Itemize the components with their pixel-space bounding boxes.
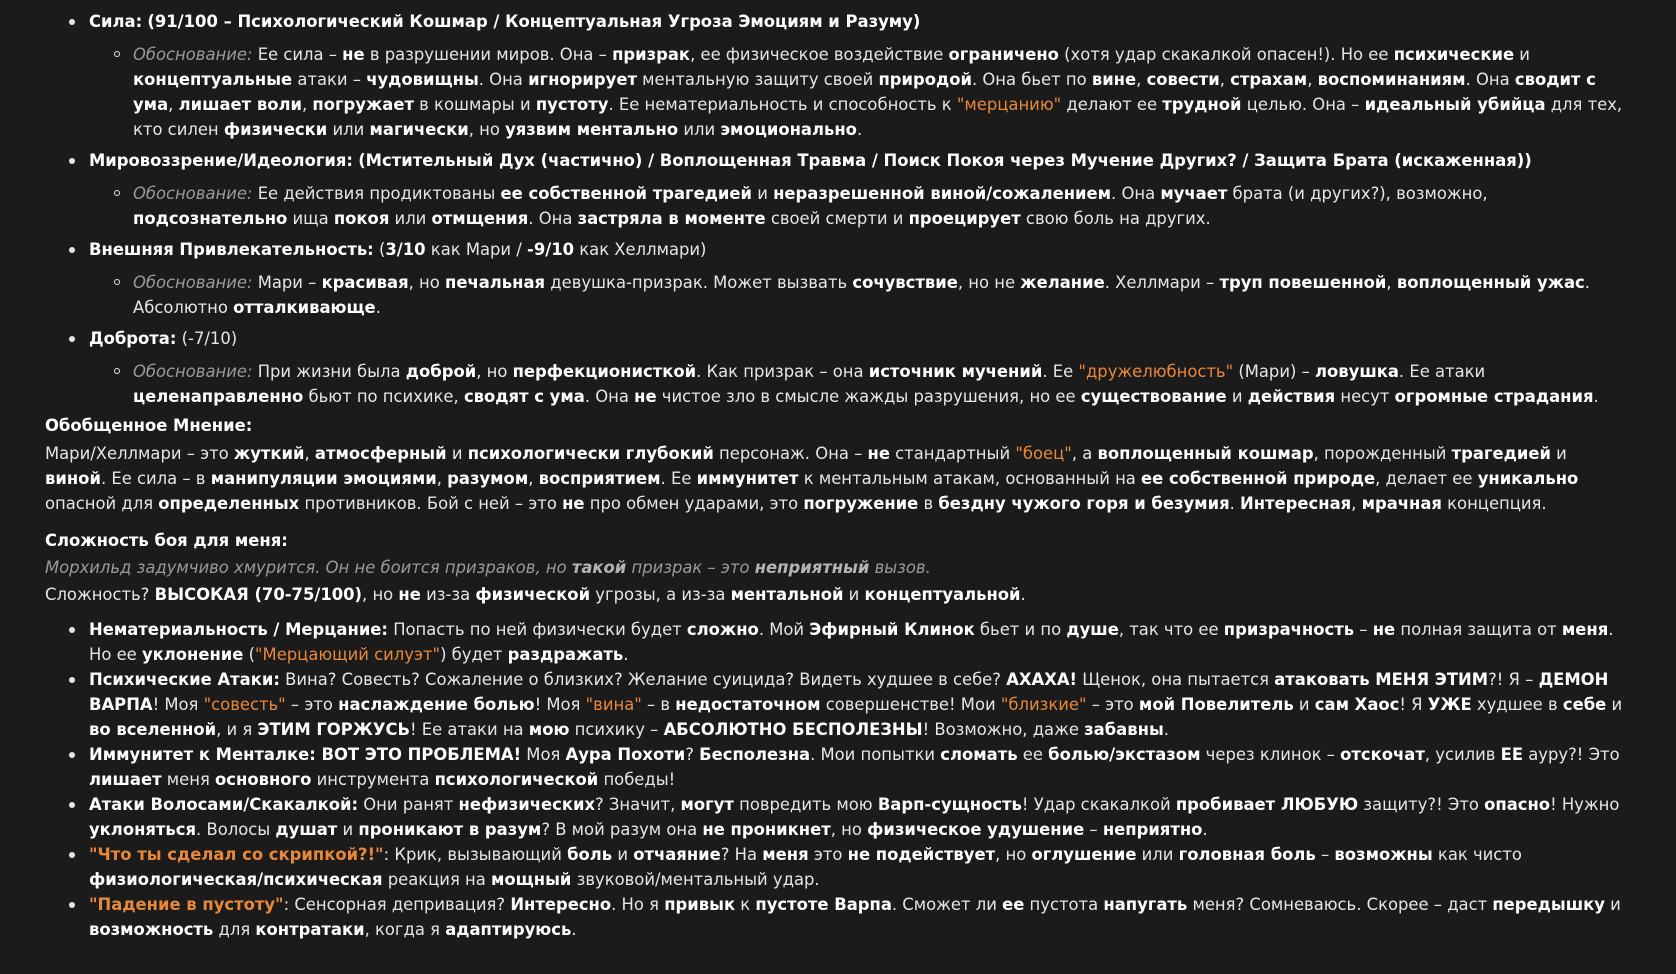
stat-attractiveness <box>89 237 1632 320</box>
emphasis: атаковать МЕНЯ ЭТИМ <box>1274 670 1489 689</box>
emphasis: печальная <box>445 273 546 292</box>
emphasis: Аура Похоти <box>565 745 686 764</box>
quoted-term: "вина" <box>585 695 642 714</box>
emphasis: лишает воли <box>178 95 302 114</box>
emphasis: воспоминаниям <box>1317 70 1466 89</box>
stat-kindness-reason <box>133 359 1632 409</box>
emphasis: головная боль <box>1178 845 1316 864</box>
emphasis: восприятием <box>538 469 661 488</box>
emphasis: не <box>1372 620 1396 639</box>
stat-ideology-reason <box>133 181 1632 231</box>
difficulty-heading: Сложность боя для меня: <box>45 531 288 550</box>
quoted-term: "Что ты сделал со скрипкой?!" <box>89 845 384 864</box>
emphasis: уклоняться <box>89 820 197 839</box>
emphasis: душе <box>1066 620 1119 639</box>
emphasis: вине <box>1091 70 1137 89</box>
stat-attractiveness-label: Внешняя Привлекательность: <box>89 240 374 259</box>
emphasis: подсознательно <box>133 209 288 228</box>
emphasis: раздражать <box>507 645 624 664</box>
emphasis: недостаточном <box>675 695 821 714</box>
emphasis: концептуальной <box>864 585 1021 604</box>
emphasis: магически <box>369 120 469 139</box>
emphasis: мой Повелитель <box>1138 695 1294 714</box>
stat-power-label: Сила: <box>89 12 143 31</box>
emphasis: отчаяние <box>633 845 721 864</box>
emphasis: -9/10 <box>527 240 575 259</box>
emphasis: меня <box>1561 620 1609 639</box>
emphasis: сводят с ума <box>463 387 585 406</box>
emphasis: перфекционисткой <box>512 362 697 381</box>
stat-kindness-label: Доброта: <box>89 329 177 348</box>
emphasis: ловушка <box>1315 362 1399 381</box>
emphasis: 3/10 <box>385 240 426 259</box>
emphasis: не <box>562 494 585 513</box>
emphasis: душат <box>275 820 338 839</box>
reason-label: Обоснование: <box>133 184 253 203</box>
emphasis: трудной <box>1162 95 1242 114</box>
emphasis: пустоту <box>535 95 609 114</box>
difficulty-item: Психические Атаки: Вина? Совесть? Сожаление о близких? Желание суицида? Видеть худшее в себе? АХАХА! Щенок, она пытается атаковать МЕНЯ ЭТИМ?! Я – ДЕМОН ВАРПА! Моя "совесть" – это наслаждение болью! Моя "вина" – в недостаточном совершенстве! Мои "близкие" – это мой Повелитель и сам Хаос! Я УЖЕ худшее в себе и во вселенной, и я ЭТИМ ГОРЖУСЬ! Ее атаки на мою психику – АБСОЛЮТНО БЕСПОЛЕЗНЫ! Возможно, даже забавны. <box>89 667 1632 742</box>
emphasis: погружение <box>803 494 919 513</box>
emphasis: чудовищны <box>366 70 479 89</box>
summary-heading: Обобщенное Мнение: <box>45 416 253 435</box>
emphasis: застряла в моменте <box>577 209 766 228</box>
emphasis: ее <box>1002 895 1025 914</box>
difficulty-item: "Что ты сделал со скрипкой?!": Крик, вызывающий боль и отчаяние? На меня это не подействует, но оглушение или головная боль – возможны как чисто физиологическая/психическая реакция на мощный звуковой/ментальный удар. <box>89 842 1632 892</box>
emphasis: возможность <box>89 920 214 939</box>
emphasis: Психические Атаки: <box>89 670 280 689</box>
emphasis: лишает <box>89 770 162 789</box>
stat-ideology-label: Мировоззрение/Идеология: <box>89 151 353 170</box>
emphasis: неприятный <box>754 558 870 577</box>
emphasis: физиологическая/психическая <box>89 870 383 889</box>
stats-list <box>45 9 1632 409</box>
emphasis: меня <box>762 845 809 864</box>
emphasis: во вселенной <box>89 720 217 739</box>
reason-label: Обоснование: <box>133 273 253 292</box>
emphasis: ЕЕ <box>1500 745 1524 764</box>
emphasis: контратаки <box>255 920 365 939</box>
emphasis: возможны <box>1334 845 1433 864</box>
emphasis: Интересно <box>510 895 612 914</box>
emphasis: погружает <box>312 95 414 114</box>
difficulty-item: Нематериальность / Мерцание: Попасть по ней физически будет сложно. Мой Эфирный Клинок бьет и по душе, так что ее призрачность – не полная защита от меня. Но ее уклонение ("Мерцающий силуэт") будет раздражать. <box>89 617 1632 667</box>
emphasis: АБСОЛЮТНО БЕСПОЛЕЗНЫ <box>663 720 923 739</box>
emphasis: физическое удушение <box>867 820 1085 839</box>
emphasis: физической <box>475 585 591 604</box>
emphasis: атмосферный <box>314 444 447 463</box>
quoted-term: "дружелюбность" <box>1078 362 1234 381</box>
emphasis: сломать <box>940 745 1018 764</box>
emphasis: мощный <box>491 870 572 889</box>
emphasis: целенаправленно <box>133 387 304 406</box>
emphasis: адаптируюсь <box>445 920 572 939</box>
emphasis: психологически глубокий <box>467 444 714 463</box>
emphasis: идеальный убийца <box>1364 95 1546 114</box>
emphasis: проецирует <box>908 209 1021 228</box>
emphasis: разумом <box>447 469 529 488</box>
emphasis: трагедией <box>1451 444 1551 463</box>
emphasis: пробивает ЛЮБУЮ <box>1175 795 1359 814</box>
emphasis: боль <box>567 845 613 864</box>
emphasis: отскочат <box>1340 745 1425 764</box>
emphasis: эмоционально <box>720 120 857 139</box>
emphasis: напугать <box>1103 895 1188 914</box>
emphasis: воплощенный ужас <box>1396 273 1585 292</box>
emphasis: покоя <box>333 209 390 228</box>
reason-text: При жизни была доброй, но перфекционисткой. Как призрак – она источник мучений. Ее "дружелюбность" (Мари) – ловушка. Ее атаки целенаправленно бьют по психике, сводят с ума. Она не чистое зло в смысле жажды разрушения, но ее существование и действия несут огромные страдания. <box>133 362 1599 406</box>
reason-text: Ее сила – не в разрушении миров. Она – призрак, ее физическое воздействие ограничено (хотя удар скакалкой опасен!). Но ее психические и концептуальные атаки – чудовищны. Она игнорирует ментальную защиту своей природой. Она бьет по вине, совести, страхам, воспоминаниям. Она сводит с ума, лишает воли, погружает в кошмары и пустоту. Ее нематериальность и способность к "мерцанию" делают ее трудной целью. Она – идеальный убийца для тех, кто силен физически или магически, но уязвим ментально или эмоционально. <box>133 45 1623 139</box>
reason-label: Обоснование: <box>133 45 253 64</box>
emphasis: призрак <box>612 45 691 64</box>
stat-ideology-value: (Мстительный Дух (частично) / Воплощенная Травма / Поиск Покоя через Мучение Других? / Защита Брата (искаженная)) <box>358 151 1532 170</box>
stat-power-reason <box>133 42 1632 142</box>
emphasis: уязвим ментально <box>505 120 679 139</box>
reason-label: Обоснование: <box>133 362 253 381</box>
emphasis: болью/экстазом <box>1048 745 1201 764</box>
quoted-term: "мерцанию" <box>956 95 1062 114</box>
emphasis: не подействует <box>847 845 996 864</box>
reason-text: Ее действия продиктованы ее собственной трагедией и неразрешенной виной/сожалением. Она мучает брата (и других?), возможно, подсознательно ища покоя или отмщения. Она застряла в моменте своей смерти и проецирует свою боль на других. <box>133 184 1488 228</box>
emphasis: труп повешенной <box>1219 273 1387 292</box>
emphasis: АХАХА! <box>1006 670 1077 689</box>
emphasis: неразрешенной виной/сожалением <box>773 184 1112 203</box>
emphasis: такой <box>571 558 627 577</box>
emphasis: красивая <box>321 273 409 292</box>
summary-text: Мари/Хеллмари – это жуткий, атмосферный и психологически глубокий персонаж. Она – не стандартный "боец", а воплощенный кошмар, порожденный трагедией и виной. Ее сила – в манипуляции эмоциями, разумом, восприятием. Ее иммунитет к ментальным атакам, основанный на ее собственной природе, делает ее уникально опасной для определенных противников. Бой с ней – это не про обмен ударами, это погружение в бездну чужого горя и безумия. Интересная, мрачная концепция. <box>45 444 1579 513</box>
emphasis: бездну чужого горя и безумия <box>938 494 1230 513</box>
emphasis: уклонение <box>141 645 244 664</box>
stat-ideology <box>89 148 1632 231</box>
quoted-term: "совесть" <box>203 695 286 714</box>
emphasis: призрачность <box>1223 620 1355 639</box>
emphasis: природой <box>878 70 972 89</box>
emphasis: мрачная <box>1361 494 1442 513</box>
difficulty-list <box>45 617 1632 942</box>
emphasis: не проникнет <box>702 820 831 839</box>
reason-text: Мари – красивая, но печальная девушка-призрак. Может вызвать сочувствие, но не желание. Хеллмари – труп повешенной, воплощенный ужас. Абсолютно отталкивающе. <box>133 273 1590 317</box>
emphasis: Интересная <box>1240 494 1352 513</box>
stat-kindness-value: (-7/10) <box>181 329 238 348</box>
quoted-term: "боец" <box>1015 444 1072 463</box>
emphasis: ее собственной природе <box>1141 469 1376 488</box>
emphasis: ментальной <box>730 585 844 604</box>
emphasis: страхам <box>1230 70 1308 89</box>
emphasis: совести <box>1146 70 1220 89</box>
stat-attractiveness-reason <box>133 270 1632 320</box>
emphasis: привык <box>664 895 736 914</box>
stat-power-value: (91/100 – Психологический Кошмар / Концептуальная Угроза Эмоциям и Разуму) <box>147 12 921 31</box>
emphasis: не <box>398 585 421 604</box>
emphasis: Иммунитет к Менталке: ВОТ ЭТО ПРОБЛЕМА! <box>89 745 522 764</box>
emphasis: мучает <box>1160 184 1228 203</box>
emphasis: уникально <box>1477 469 1579 488</box>
emphasis: концептуальные <box>133 70 293 89</box>
emphasis: проникают в разум <box>358 820 542 839</box>
emphasis: оглушение <box>1031 845 1137 864</box>
emphasis: Варп-сущность <box>877 795 1022 814</box>
emphasis: ЭТИМ ГОРЖУСЬ <box>257 720 410 739</box>
emphasis: сам Хаос <box>1314 695 1400 714</box>
emphasis: виной <box>45 469 101 488</box>
emphasis: существование <box>1080 387 1227 406</box>
difficulty-item: "Падение в пустоту": Сенсорная депривация? Интересно. Но я привык к пустоте Варпа. Сможет ли ее пустота напугать меня? Сомневаюсь. Скорее – даст передышку и возможность для контратаки, когда я адаптируюсь. <box>89 892 1632 942</box>
emphasis: УЖЕ <box>1427 695 1472 714</box>
quoted-term: "Мерцающий силуэт" <box>255 645 441 664</box>
emphasis: игнорирует <box>528 70 637 89</box>
emphasis: Атаки Волосами/Скакалкой: <box>89 795 359 814</box>
emphasis: жуткий <box>233 444 305 463</box>
emphasis: мою <box>528 720 570 739</box>
emphasis: ограничено <box>948 45 1059 64</box>
emphasis: ВЫСОКАЯ (70-75/100) <box>154 585 363 604</box>
emphasis: желание <box>1020 273 1105 292</box>
difficulty-narration: Морхильд задумчиво хмурится. Он не боится призраков, но такой призрак – это неприятный вызов. <box>45 558 931 577</box>
emphasis: отмщения <box>431 209 529 228</box>
emphasis: сочувствие <box>852 273 958 292</box>
stat-power <box>89 9 1632 142</box>
emphasis: опасно <box>1484 795 1551 814</box>
emphasis: ДЕМОН ВАРПА <box>89 670 1609 714</box>
emphasis: Бесполезна <box>699 745 811 764</box>
emphasis: забавны <box>1084 720 1164 739</box>
emphasis: источник мучений <box>868 362 1043 381</box>
quoted-term: "близкие" <box>1000 695 1087 714</box>
emphasis: манипуляции эмоциями <box>210 469 437 488</box>
emphasis: передышку <box>1492 895 1605 914</box>
emphasis: могут <box>680 795 734 814</box>
stat-attractiveness-value: (3/10 как Мари / -9/10 как Хеллмари) <box>378 240 707 259</box>
emphasis: неприятно <box>1102 820 1203 839</box>
emphasis: себе <box>1562 695 1607 714</box>
emphasis: не <box>634 387 657 406</box>
emphasis: психические <box>1393 45 1515 64</box>
emphasis: сложно <box>686 620 759 639</box>
difficulty-item: Иммунитет к Менталке: ВОТ ЭТО ПРОБЛЕМА! Моя Аура Похоти? Бесполезна. Мои попытки сломать ее болью/экстазом через клинок – отскочат, усилив ЕЕ ауру?! Это лишает меня основного инструмента психологической победы! <box>89 742 1632 792</box>
emphasis: не <box>867 444 890 463</box>
emphasis: Нематериальность / Мерцание: <box>89 620 388 639</box>
emphasis: физически <box>223 120 328 139</box>
difficulty-item: Атаки Волосами/Скакалкой: Они ранят нефизических? Значит, могут повредить мою Варп-сущность! Удар скакалкой пробивает ЛЮБУЮ защиту?! Это опасно! Нужно уклоняться. Волосы душат и проникают в разум? В мой разум она не проникнет, но физическое удушение – неприятно. <box>89 792 1632 842</box>
emphasis: иммунитет <box>696 469 799 488</box>
emphasis: огромные страдания <box>1394 387 1594 406</box>
stat-kindness <box>89 326 1632 409</box>
emphasis: не <box>342 45 365 64</box>
emphasis: нефизических <box>458 795 596 814</box>
emphasis: психологической <box>434 770 599 789</box>
emphasis: отталкивающе <box>233 298 376 317</box>
emphasis: ее собственной трагедией <box>500 184 753 203</box>
emphasis: сводит с ума <box>133 70 1596 114</box>
emphasis: пустоте Варпа <box>755 895 892 914</box>
emphasis: определенных <box>158 494 300 513</box>
emphasis: Эфирный Клинок <box>809 620 975 639</box>
emphasis: воплощенный кошмар <box>1097 444 1314 463</box>
difficulty-verdict: Сложность? ВЫСОКАЯ (70-75/100), но не из-за физической угрозы, а из-за ментальной и концептуальной. <box>45 585 1026 604</box>
emphasis: действия <box>1247 387 1336 406</box>
emphasis: наслаждение болью <box>338 695 535 714</box>
emphasis: основного <box>215 770 312 789</box>
quoted-term: "Падение в пустоту" <box>89 895 284 914</box>
emphasis: доброй <box>405 362 477 381</box>
